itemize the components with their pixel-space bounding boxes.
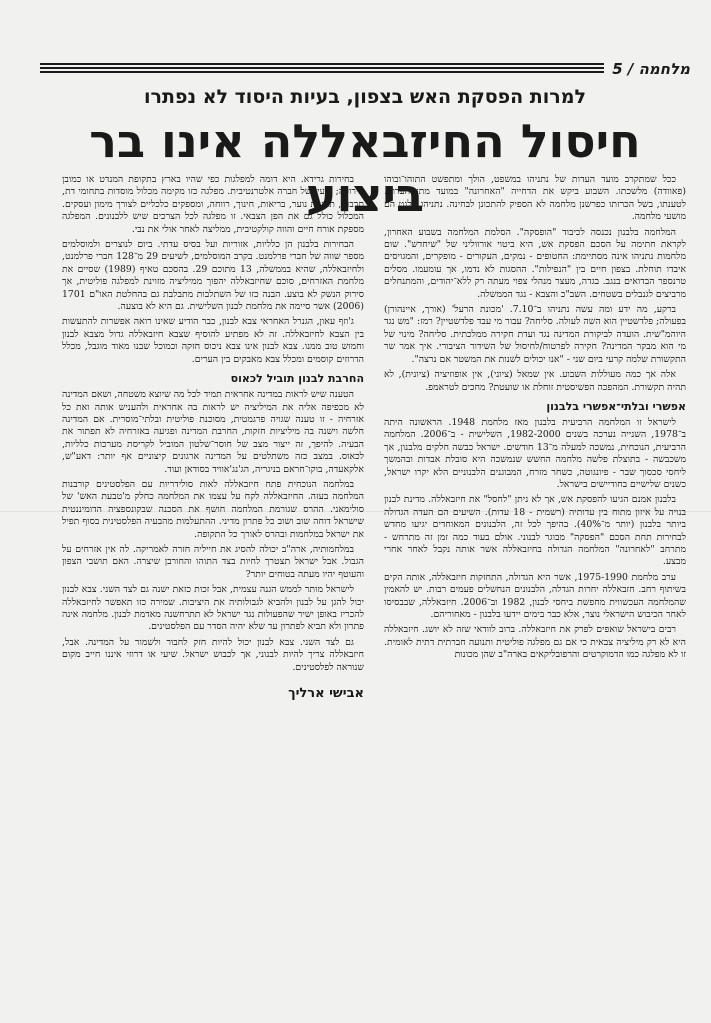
paragraph: לישראל מותר לממש הגנה עצמית, אבל זכות כזאת ישנה גם לצד השני. צבא לבנון יכול להגן על לבנון ולהביא לגבולותיה את היציבות. שמירה כזו תאפשר לחיזבאללה להכריז באופן ישיר שהפעולות נגד ישראל לא תתרחשנה מאדמת לבנון. מלחמה אינה פתרון ולא תביא לפתרון עד שלא יהיה הסדר עם הפלסטינים. bbox=[62, 584, 364, 633]
section-header bbox=[40, 60, 690, 78]
paragraph: לישראל זו המלחמה הרביעית בלבנון מאז מלחמת 1948. הראשונה היתה ב־1978, השנייה נערכה בשנים 1982-2000, השלישית - ב־2006. המלחמה הרביעית, הנוכחית, נמשכה למעלה מ־13 חודשים. ישראל כבשה חלקים מלבנון, אך משכבשה - בתוצלת פלשה מלחמה החשש שנמשכה היא סובלת אבדות ובהמשך ליחסי סכסוך שבר - פיונגוטה, כשחר מזרח, המבוגנים הלבנוניים הלא יקרו ישראל, כשנים שלישיים בחודיישים בישראל. bbox=[384, 416, 686, 490]
paragraph: ג'וזף עאון, הגנרל האחראי צבא לבנון, כבר הודיע שאינו רואה אפשרות להתעשות בין הצבא לחיזבאללה. זה לא מפתיע להוסיף שצבא חיזבאללה גדול מצבא לבנון וחמוש טוב ממנו. צבא לבנון אינו צבא ניכוס חזקה וכמוכל שבנו מאוד מוגבל, מכלל הדרוזים קוסמים ומכלל צבא מאבקים בין הערים. bbox=[62, 316, 364, 365]
paragraph: במלחמותיה, ארה"ב יכולה להסיג את חייליה חזרה לאמריקה. לה אין אזרחים על הגבול. אבל ישראל תצטרך לחיות בצד התוהו והחורבן שיצרה. האם תושבי הצפון והעוטף יהיו מעתה בטוחים יותר? bbox=[62, 543, 364, 580]
paragraph: ברקע, מה ידע ומה עשה נתניהו ב־7.10. 'מכונת הרעל' (אורך, איינהורן) בפעולה; פלדשטיין הוא השה לעולה. סליחה? עבור מי עבד פלדשטיין? רמז: "מש נגד היוהמ"שית. הועדה לביקורת המדינה נגד ועדת חקירה ממלכתית. סליחה? מינוי של מי הוא מבקר המדינה? חקירה לפרטוח/לחיסול של השידור הציבורי. איך אמר שר התקשורת שלמה קרעי ביום שני - "אנו יכולים לשנות את המשטר אם נרצה". bbox=[384, 304, 686, 365]
paragraph: גם לצד השני. צבא לבנון יכול להיות חזק לחבור ולשמור על המדינה. אבל, חיזבאללה צריך להיות לבנוני, אך לכבוש ישראל. שיעי או דרוזי איננו חייב מקום שנוראה לפלסטינים. bbox=[62, 636, 364, 673]
subheading: אפשרי ובלתי־אפשרי בלבנון bbox=[546, 399, 686, 413]
article-kicker: למרות הפסקת האש בצפון, בעיות היסוד לא נפתרו bbox=[144, 86, 586, 108]
header-rule bbox=[40, 63, 604, 75]
left-column bbox=[62, 174, 364, 1004]
article-headline: חיסול החיזבאללה אינו בר ביצוע bbox=[89, 114, 641, 222]
paragraph: אלה אך כמה מעוללות השבוע. אין שמאל (ציוני), אין אופוזיציה (ציונית), לא תהיה תקשורת. המהפכה הפשיסטית זוחלת או שועטת? מחכים לטראמפ. bbox=[384, 369, 686, 393]
paragraph: ככל שמתקרב מועד העדות של נתניהו במשפט, הולך ומתפשט התוהו־ובוהו (פאוודה) מלשכתו. השבוע ביקש את הדחייה "האחרונה" במועד מתן העדות. לטענתו, בשל הכרזתו כפרשנן מלחמה לא הספיק להתכונן לבחינה. נתניהו וגלנט הם מושעי מלחמה. bbox=[384, 174, 686, 223]
paragraph: ערב מלחמת 1975-1990, אשר היא הגדולה, התחזקות חיזבאללה, אותה הקים בשיתוף רחב. חזבאללה יחרות הגדלה, הלבנונים הנחשלים פעמים רבות. יש להאמין שהמלחמה העכשווית מחפשת ביחסי לבנון, 1982 וב־2006. חיזבאללה, שבבסיסו לאחר הכיבוש הישראלי נוצר, אלא כבר בימים יידעו בלבנון - מאחוריהם. bbox=[384, 571, 686, 620]
section-label: מלחמה / 5 bbox=[612, 60, 690, 78]
paragraph: בלבנון אמנם הגיעו להפסקת אש, אך לא ניתן "לחסל" את חיזבאללה. מדינת לבנון בנויה על איזון מתוח בין עדותיה (רשמית - 18 עדות). השיעים הם העדה הגדולה ביותר בלבנון (יותר מ־40%). בהיפך לכל זה, הלבנונים המאוחדים יגיעו מחדש לבחירות תחת הסכם "הפסקה" מבוגר לבנוני. אולם בעוד כמה זמן זה מתרחש - מתרחב "לאחרונה" המלחמה הגדולה בחיזבאללה אשר אותה נקבל לאחר אחרי מבצע. bbox=[384, 494, 686, 568]
paragraph: הבחירות בלבנון הן כלליות, אזוריות ועל בסיס עדתי. ביום לנוצרים ולמוסלמים מספר שווה של חברי פרלמנט. בקרב המוסלמים, לשיעים 29 מ־128 חברי פרלמנט, ולחיזבאללה, שהיא בממשלה, 13 מתוכם 29. בהסכם טאיף (1989) שסיים את מלחמת האזרחים, סוכם שחיזבאללה יהפוך ממיליציה מזוינת למפלגה פוליטית, אך סירוק הנשק לא בוצע. הבנה כזו של השתלבות מתבלבת גם בהחלטת האו"ם 1701 (2006) אשר סיימה את מלחמת לבנון השלישית. גם היא לא בוצעה. bbox=[62, 239, 364, 313]
subheading: החרבת לבנון תוביל לכאוס bbox=[230, 372, 364, 386]
paragraph: רבים בישראל שואפים לפרק את חיזבאללה. ברוב לוודאי שזה לא יושג. חיזבאללה היא לא רק מיליציה צבאית כי אם גם מפלגה פוליטית ותנועה חברתית דתית לאומית. זו לא מפלגה כמו הדמוקרטים והרפובליקאים בארה"ב שהן מכונות bbox=[384, 624, 686, 661]
right-column bbox=[384, 174, 686, 1004]
page-fold bbox=[0, 511, 711, 512]
paragraph: במלחמה הנוכחית פתח חיזבאללה לאות סולידריות עם הפלסטינים קורבנות המלחמה בעזה. החיזבאללה לקח על עצמו את המלחמה כחלק מ'טבעת האש' של סולימאני. ההרס שגורמת המלחמה חושף את הסכנה שבקונספציה הדומיננטית שישראל דוחה שוב ושוב כל פתרון מדיני. ההתעלמות מהבעיה הפלסטינית בסוף תפיל את ישראל במלחמות ובהרס לאורך כל התקופה. bbox=[62, 478, 364, 540]
author-byline: אבישי ארליך bbox=[288, 686, 364, 702]
paragraph: הטענה שיש לראות במדינה אחראית תמיד לכל מה שיוצא משטחה, ושאם המדינה לא מכפיפה אליה את המיליציה יש לראות בה אחראית ולהעניש אותה ואת כל אזרחיה - זו טענה שגויה פרגמטית, מסוכנת פוליטית ובלתי־מוסרית. אם המדינה חלשה וישנה בה מיליציות חזקות, החרבת המדינה ופגיעה באזרחיה לא תפתור את הבעיה. להיפך, זה ייצור מצב של חוסר־שלטון המוביל לקריסת מערכות כלליות, לכאוס. במצב כזה משתלטים על המדינה ארגונים קיצוניים אף יותר: דאע"ש, אלקאעדה, בוקו־חראם בניגריה, הג'נג'אוויד בסודאן ועוד. bbox=[62, 389, 364, 475]
paragraph: בחירות גרידא. היא דומה למפלגות כפי שהיו בארץ בתקופת המנדט או כמובן אירופה; גרעין של חברה אלטרנטיבית. מפלגה כזו מקימה מכלול מוסדות בתחומי דת, תרבות, תנועות נוער, בריאות, חינוך, רווחה, ומספקים כלכליים לצורך מימון ועסקים. המכלול כולל גם את הפן הצבאי. זו מפלגה לכל הצרכים שיש ללבנונים. המפלגה מספקת אורח חיים והווה קולקטיבית, ממליצה לאחר אולי את נבי. bbox=[62, 174, 364, 235]
paragraph: המלחמה בלבנון נכנסה לכיבוד "הופסקה". הסלמת המלחמה בשבוע האחרון, לקראת חתימה על הסכם הפסקת אש, היא ביטוי אורווליני של "שיחדש". שום מלחמות נתניהו אינה מסתיימת: החטופים - נמקים, העקורים - מופקרים, והמגויסים איבדו תוחלת. בצפון חיים בין "הנפילות". ההסגות לא נדמו, אך עומעמו. מסלים טרנספר הבדואים בנגב. בגדה, מעצר מנהלי צפוי מעתה רק ללא־יהודים, והמתנחלים מרביצים לגנבלים בשטחים. השב"כ והצבא - נגד הממשלה. bbox=[384, 226, 686, 300]
